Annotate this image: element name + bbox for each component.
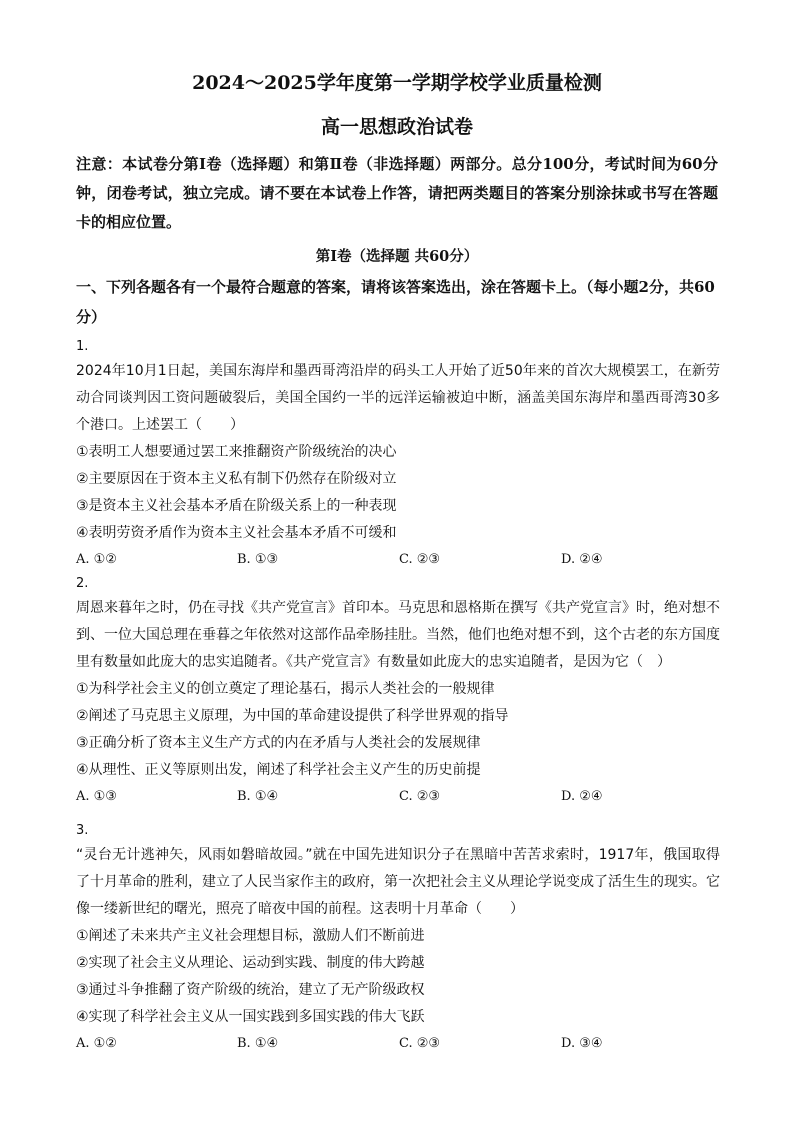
choice-b: B. ①④ xyxy=(237,789,279,804)
statement-option: ④表明劳资矛盾作为资本主义社会基本矛盾不可缓和 xyxy=(76,525,397,541)
question-2 xyxy=(76,573,720,810)
choice-c: C. ②③ xyxy=(399,789,441,804)
question-stem: 2024年10月1日起，美国东海岸和墨西哥湾沿岸的码头工人开始了近50年来的首次大规模罢工，在新劳动合同谈判因工资问题破裂后，美国全国约一半的远洋运输被迫中断，涵盖美国东海岸和墨西哥湾30多个港口。上述罢工（ ） xyxy=(76,363,720,433)
statement-option: ③是资本主义社会基本矛盾在阶级关系上的一种表现 xyxy=(76,498,397,514)
choice-b: B. ①④ xyxy=(237,1036,279,1051)
question-3 xyxy=(76,820,720,1057)
statement-option: ①阐述了未来共产主义社会理想目标，激励人们不断前进 xyxy=(76,928,425,944)
section-instruction: 一、下列各题各有一个最符合题意的答案，请将该答案选出，涂在答题卡上。（每小题2分，共60分） xyxy=(76,278,715,326)
question-stem: 周恩来暮年之时，仍在寻找《共产党宣言》首印本。马克思和恩格斯在撰写《共产党宣言》时，绝对想不到、一位大国总理在垂暮之年依然对这部作品牵肠挂肚。当然，他们也绝对想不到，这个古老的东方国度里有数量如此庞大的忠实追随者。《共产党宣言》有数量如此庞大的忠实追随者，是因为它（ ） xyxy=(76,600,720,670)
exam-subtitle: 高一思想政治试卷 xyxy=(320,116,473,138)
statement-option: ①表明工人想要通过罢工来推翻资产阶级统治的决心 xyxy=(76,444,397,460)
choice-c: C. ②③ xyxy=(399,552,441,567)
statement-option: ②主要原因在于资本主义私有制下仍然存在阶级对立 xyxy=(76,471,397,487)
choice-a: A. ①② xyxy=(76,552,117,567)
answer-choices xyxy=(76,547,720,573)
answer-choices xyxy=(76,784,720,810)
choice-a: A. ①③ xyxy=(76,789,117,804)
choice-c: C. ②③ xyxy=(399,1036,441,1051)
choice-d: D. ②④ xyxy=(561,789,603,804)
statement-option: ④从理性、正义等原则出发，阐述了科学社会主义产生的历史前提 xyxy=(76,762,481,778)
statement-option: ④实现了科学社会主义从一国实践到多国实践的伟大飞跃 xyxy=(76,1009,425,1025)
question-number: 1. xyxy=(76,339,89,354)
exam-notice: 注意：本试卷分第Ⅰ卷（选择题）和第Ⅱ卷（非选择题）两部分。总分100分，考试时间为60分钟，闭卷考试，独立完成。请不要在本试卷上作答，请把两类题目的答案分别涂抹或书写在答题卡的相应位置。 xyxy=(76,155,718,231)
statement-option: ②阐述了马克思主义原理，为中国的革命建设提供了科学世界观的指导 xyxy=(76,708,509,724)
statement-option: ②实现了社会主义从理论、运动到实践、制度的伟大跨越 xyxy=(76,955,425,971)
question-number: 2. xyxy=(76,576,89,591)
question-number: 3. xyxy=(76,823,89,838)
choice-d: D. ③④ xyxy=(561,1036,603,1051)
choice-a: A. ①② xyxy=(76,1036,117,1051)
exam-title: 2024～2025学年度第一学期学校学业质量检测 xyxy=(192,72,602,94)
statement-option: ③正确分析了资本主义生产方式的内在矛盾与人类社会的发展规律 xyxy=(76,735,481,751)
statement-option: ①为科学社会主义的创立奠定了理论基石，揭示人类社会的一般规律 xyxy=(76,681,495,697)
answer-choices xyxy=(76,1031,720,1057)
question-1 xyxy=(76,336,720,573)
question-stem: “灵台无计逃神矢，风雨如磐暗故园。”就在中国先进知识分子在黑暗中苦苦求索时，1917年，俄国取得了十月革命的胜利，建立了人民当家作主的政府，第一次把社会主义从理论学说变成了活生生的现实。它像一缕新世纪的曙光，照亮了暗夜中国的前程。这表明十月革命（ ） xyxy=(76,847,720,917)
choice-d: D. ②④ xyxy=(561,552,603,567)
statement-option: ③通过斗争推翻了资产阶级的统治，建立了无产阶级政权 xyxy=(76,982,425,998)
choice-b: B. ①③ xyxy=(237,552,279,567)
section-title: 第Ⅰ卷（选择题 共60分） xyxy=(315,248,479,265)
